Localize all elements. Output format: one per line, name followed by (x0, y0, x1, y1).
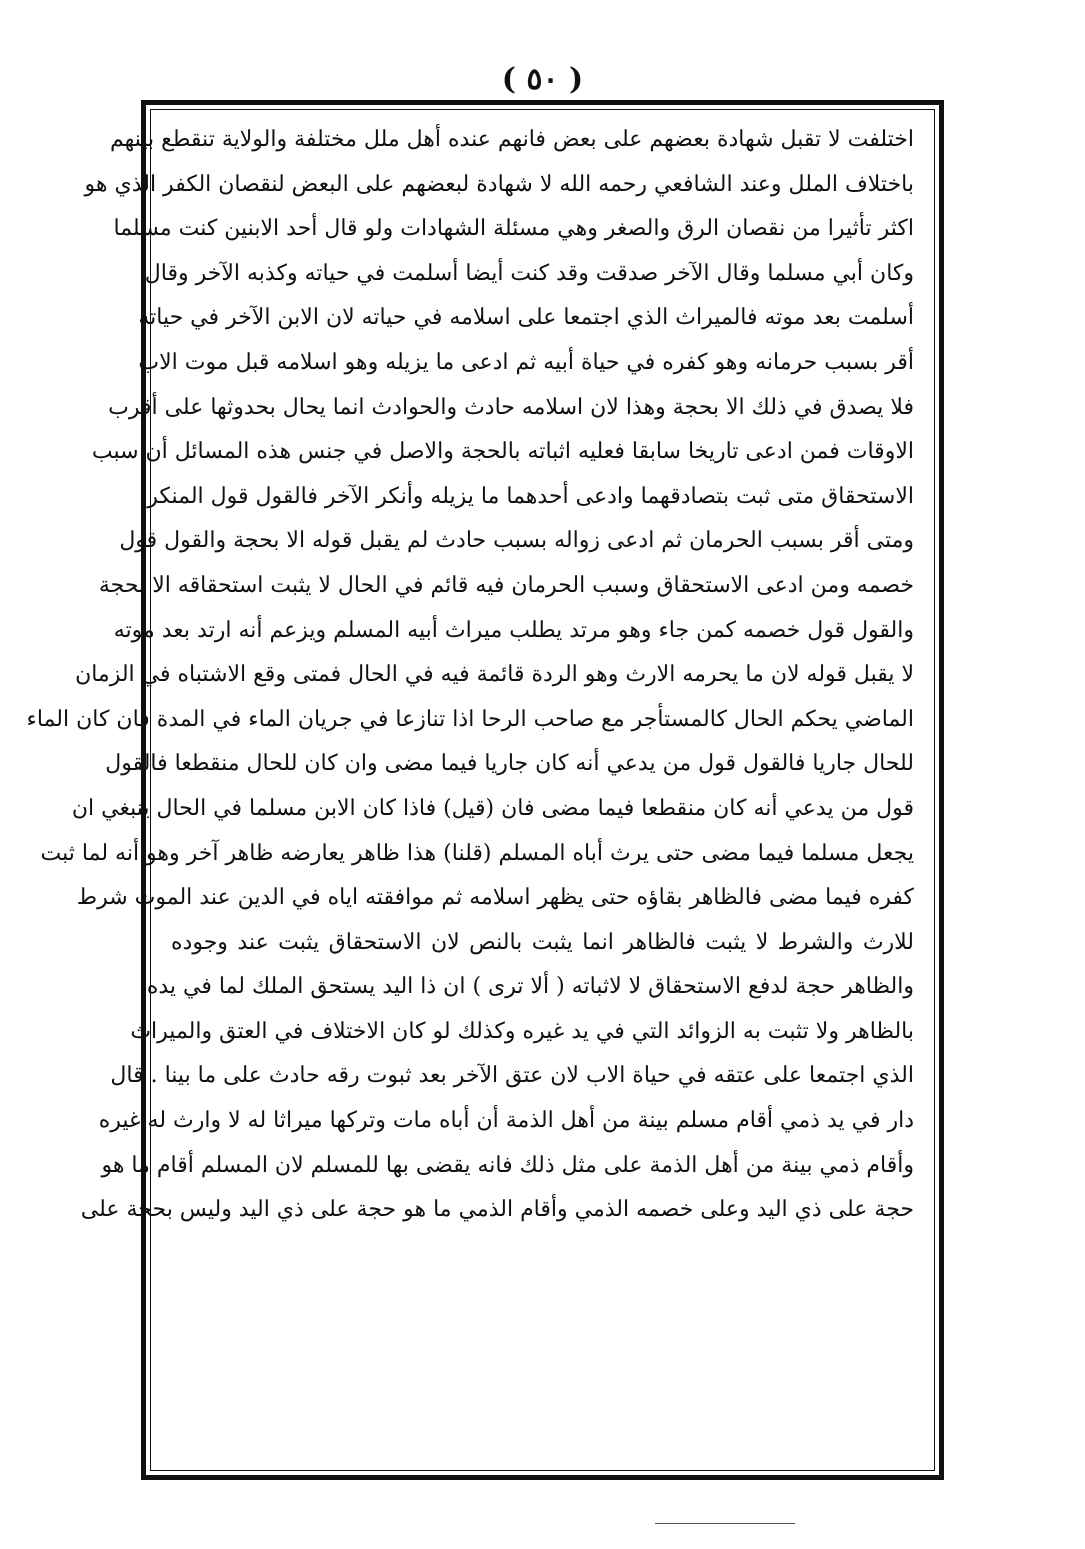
text-line: الماضي يحكم الحال كالمستأجر مع صاحب الرحا اذا تنازعا في جريان الماء في المدة فان كان الماء (26, 706, 914, 732)
text-line: بالظاهر ولا تثبت به الزوائد التي في يد غيره وكذلك لو كان الاختلاف في العتق والميراث (130, 1018, 914, 1044)
body-text (26, 118, 914, 1233)
text-line: للارث والشرط لا يثبت فالظاهر انما يثبت بالنص لان الاستحقاق يثبت عند وجوده (171, 929, 914, 955)
text-line: اكثر تأثيرا من نقصان الرق والصغر وهي مسئلة الشهادات ولو قال أحد الابنين كنت مسلما (113, 216, 914, 242)
text-line: يجعل مسلما فيما مضى حتى يرث أباه المسلم (قلنا) هذا ظاهر يعارضه ظاهر آخر وهو أنه لما ثبت (40, 840, 914, 866)
text-line: الاوقات فمن ادعى تاريخا سابقا فعليه اثباته بالحجة والاصل في جنس هذه المسائل أن سبب (91, 439, 914, 465)
text-line: والقول قول خصمه كمن جاء وهو مرتد يطلب ميراث أبيه المسلم ويزعم أنه ارتد بعد موته (113, 617, 914, 643)
text-line: أسلمت بعد موته فالميراث الذي اجتمعا على اسلامه في حياته لان الابن الآخر في حياته (138, 305, 914, 331)
footer-rule (655, 1523, 795, 1524)
text-line: الذي اجتمعا على عتقه في حياة الاب لان عتق الآخر بعد ثبوت رقه حادث على ما بينا . قال (110, 1063, 914, 1089)
text-line: باختلاف الملل وعند الشافعي رحمه الله لا شهادة لبعضهم على البعض لنقصان الكفر الذي هو (84, 171, 914, 197)
text-line: اختلفت لا تقبل شهادة بعضهم على بعض فانهم عنده أهل ملل مختلفة والولاية تنقطع بينهم (110, 127, 914, 152)
text-line: فلا يصدق في ذلك الا بحجة وهذا لان اسلامه حادث والحوادث انما يحال بحدوثها على أقرب (108, 394, 914, 420)
page-border (26, 100, 944, 1480)
text-line: للحال جاريا فالقول قول من يدعي أنه كان جاريا فيما مضى وان كان للحال منقطعا فالقول (105, 751, 914, 777)
text-line: كفره فيما مضى فالظاهر بقاؤه حتى يظهر اسلامه ثم موافقته اياه في الدين عند الموت شرط (76, 885, 914, 911)
text-line: وأقام ذمي بينة من أهل الذمة على مثل ذلك فانه يقضى بها للمسلم لان المسلم أقام ما هو (101, 1152, 914, 1178)
text-line: قول من يدعي أنه كان منقطعا فيما مضى فان (قيل) فاذا كان الابن مسلما في الحال ينبغي ان (71, 795, 914, 821)
page-number: ( ٥٠ ) (501, 62, 584, 97)
text-line: وكان أبي مسلما وقال الآخر صدقت وقد كنت أيضا أسلمت في حياته وكذبه الآخر وقال (144, 260, 914, 286)
page-border-inner (26, 109, 935, 1471)
text-line: لا يقبل قوله لان ما يحرمه الارث وهو الردة قائمة فيه في الحال فمتى وقع الاشتباه في الزمان (75, 662, 914, 688)
text-line: ومتى أقر بسبب الحرمان ثم ادعى زواله بسبب حادث لم يقبل قوله الا بحجة والقول قول (119, 528, 914, 554)
text-line: أقر بسبب حرمانه وهو كفره في حياة أبيه ثم ادعى ما يزيله وهو اسلامه قبل موت الاب (138, 349, 914, 375)
text-line: دار في يد ذمي أقام مسلم بينة من أهل الذمة أن أباه مات وتركها ميراثا له لا وارث له غيره (98, 1108, 914, 1134)
text-line: حجة على ذي اليد وعلى خصمه الذمي وأقام الذمي ما هو حجة على ذي اليد وليس بحجة على (80, 1197, 914, 1223)
text-line: خصمه ومن ادعى الاستحقاق وسبب الحرمان فيه قائم في الحال لا يثبت استحقاقه الا بحجة (98, 572, 914, 598)
text-line: الاستحقاق متى ثبت بتصادقهما وادعى أحدهما ما يزيله وأنكر الآخر فالقول قول المنكر (147, 483, 914, 509)
text-line: والظاهر حجة لدفع الاستحقاق لا لاثباته ( ألا ترى ) ان ذا اليد يستحق الملك لما في يده (146, 974, 914, 1000)
